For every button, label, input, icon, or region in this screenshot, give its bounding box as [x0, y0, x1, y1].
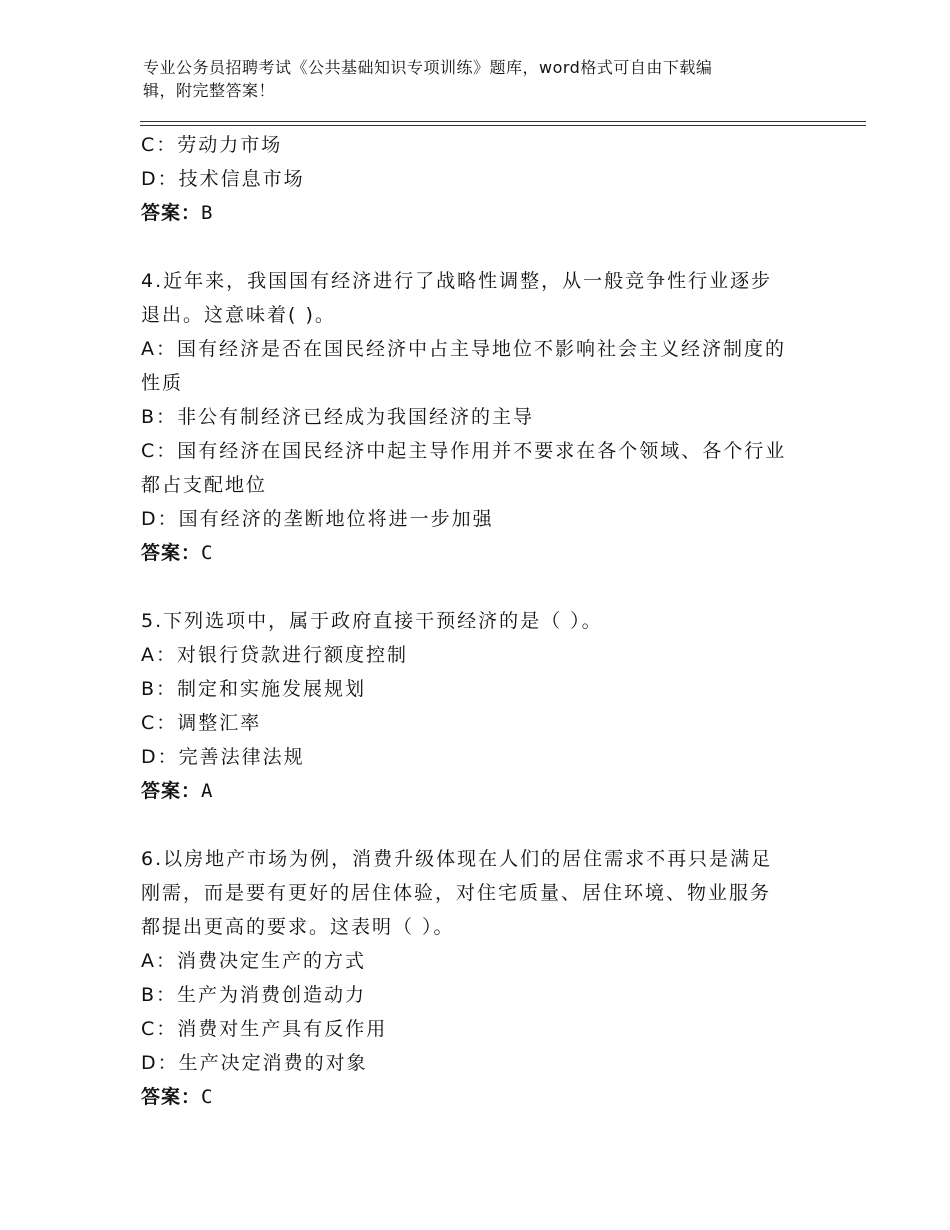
option-d: D：生产决定消费的对象: [141, 1052, 368, 1074]
question-stem: 4.近年来，我国国有经济进行了战略性调整，从一般竞争性行业逐步: [141, 270, 773, 292]
question-4: [141, 264, 821, 570]
header-line-2: 辑，附完整答案！: [143, 81, 276, 100]
option-d: D：完善法律法规: [141, 746, 305, 768]
question-6: [141, 842, 821, 1114]
answer-value: A: [201, 780, 214, 802]
option-b: B：制定和实施发展规划: [141, 678, 367, 700]
option-a: A：消费决定生产的方式: [141, 950, 366, 972]
option-c: C：调整汇率: [141, 712, 262, 734]
answer-value: C: [201, 1086, 214, 1108]
question-stem: 都提出更高的要求。这表明（ ）。: [141, 916, 455, 938]
question-list: [141, 128, 821, 1114]
answer-label: 答案：: [141, 1086, 202, 1108]
header-divider-top: [140, 121, 866, 122]
question-stem: 退出。这意味着( )。: [141, 304, 336, 326]
option-d: D：技术信息市场: [141, 168, 305, 190]
option-c: C：劳动力市场: [141, 134, 283, 156]
answer-label: 答案：: [141, 542, 202, 564]
answer-label: 答案：: [141, 780, 202, 802]
question-stem: 5.下列选项中，属于政府直接干预经济的是（ ）。: [141, 610, 603, 632]
option-c: C：国有经济在国民经济中起主导作用并不要求在各个领域、各个行业: [141, 440, 787, 462]
answer-value: C: [201, 542, 214, 564]
option-b: B：非公有制经济已经成为我国经济的主导: [141, 406, 535, 428]
question-5: [141, 604, 821, 808]
option-a-continued: 性质: [141, 372, 184, 394]
answer-line: [141, 536, 821, 570]
answer-line: [141, 1080, 821, 1114]
header-divider-bottom: [140, 125, 866, 126]
option-c-continued: 都占支配地位: [141, 474, 268, 496]
option-a: A：对银行贷款进行额度控制: [141, 644, 408, 666]
answer-label: 答案：: [141, 202, 202, 224]
answer-line: [141, 774, 821, 808]
option-b: B：生产为消费创造动力: [141, 984, 367, 1006]
question-stem: 6.以房地产市场为例，消费升级体现在人们的居住需求不再只是满足: [141, 848, 773, 870]
answer-value: B: [201, 202, 214, 224]
question-stem: 刚需，而是要有更好的居住体验，对住宅质量、居住环境、物业服务: [141, 882, 772, 904]
header-line-1: 专业公务员招聘考试《公共基础知识专项训练》题库，word格式可自由下载编: [143, 58, 713, 77]
answer-line: [141, 196, 821, 230]
option-d: D：国有经济的垄断地位将进一步加强: [141, 508, 494, 530]
option-c: C：消费对生产具有反作用: [141, 1018, 388, 1040]
prev-question: [141, 128, 821, 230]
document-header: [143, 56, 793, 102]
option-a: A：国有经济是否在国民经济中占主导地位不影响社会主义经济制度的: [141, 338, 786, 360]
